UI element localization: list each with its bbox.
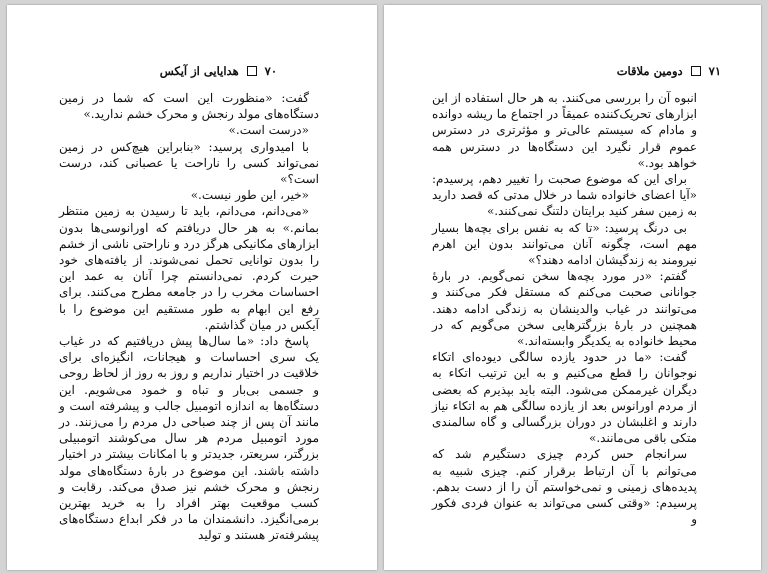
paragraph: با امیدواری پرسید: «بنابراین هیچ‌کس در زمین نمی‌تواند کسی را ناراحت یا عصبانی کند، درست است؟»	[59, 139, 319, 187]
paragraph: پاسخ داد: «ما سال‌ها پیش دریافتیم که در غیاب یک سری احساسات و هیجانات، انگیزه‌ای برای خلاقیت در اختیار نداریم و روز به روز از لحاظ روحی و جسمی بی‌بار و تباه و خمود می‌شویم. این دستگاه‌ها به اندازه اتومبیل جالب و پیشرفته است و مانند آن پس از چند صباحی دل مردم را می‌زنند. در مورد اتومبیل مردم هر سال می‌کوشند اتومبیلی بزرگتر، سریعتر، جدیدتر و با امکانات بیشتر در اختیار داشته باشند. این موضوع در بارهٔ دستگاه‌های مولد رنجش و محرک خشم نیز صدق می‌کند. رقابت و کسب موقعیت بهتر افراد را به خرید بهترین برمی‌انگیزد. دانشمندان ما در فکر ابداع دستگاه‌های پیشرفته‌تر هستند و تولید	[59, 334, 319, 543]
right-page-number: ۷۱	[708, 64, 721, 78]
square-icon	[691, 66, 701, 76]
paragraph: سرانجام حس کردم چیزی دستگیرم شد که می‌توانم با آن ارتباط برقرار کنم. چیزی شبیه به پدیده‌های زمینی و نمی‌خواستم آن را از دست بدهم. پرسیدم: «وقتی کسی می‌تواند به عنوان فردی فکور و	[432, 447, 697, 527]
paragraph: «می‌دانم، می‌دانم، باید تا رسیدن به زمین منتظر بمانم.» به هر حال دریافتم که اورانوسی‌ها بدون ابزارهای مکانیکی هرگز درد و ناراحتی ناشی از خشم را بدون توانایی تحمل نمی‌شوند. از یافته‌های خود حیرت کردم. نمی‌دانستم چرا آنان به عمد این احساسات مخرب را در جامعه مطرح می‌کنند. برای رفع این ابهام به طور مستقیم این موضوع را با آیکس در میان گذاشتم.	[59, 204, 319, 332]
left-page-body	[59, 90, 319, 544]
paragraph: بی درنگ پرسید: «تا که به نفس برای بچه‌ها بسیار مهم است، چگونه آنان می‌توانند بدون این اهرم نیرومند به زندگیشان ادامه دهند؟»	[432, 220, 697, 268]
left-page-number: ۷۰	[264, 64, 277, 78]
right-page	[384, 5, 761, 570]
right-page-header	[617, 64, 721, 78]
left-page-header	[160, 64, 277, 78]
paragraph: گفتم: «در مورد بچه‌ها سخن نمی‌گویم. در بارهٔ جوانانی صحبت می‌کنم که مستقل فکر می‌کنند و می‌توانند در غیاب والدینشان به زندگی ادامه دهند. همچنین در بارهٔ بزرگترهایی سخن می‌گویم که در محیط خانواده به یکدیگر وابسته‌اند.»	[432, 269, 697, 349]
square-icon	[247, 66, 257, 76]
paragraph: انبوه آن را بررسی می‌کنند. به هر حال استفاده از این ابزارهای تحریک‌کننده عمیقاً در اجتماع ما ریشه دوانده و مادام که سیستم عالی‌تر و مؤثرتری در دسترس عموم قرار نگیرد این دستگاه‌ها در دسترس همه خواهد بود.»	[432, 91, 697, 170]
right-page-title: دومین ملاقات	[616, 64, 683, 78]
left-page	[7, 5, 377, 570]
right-page-body	[432, 90, 697, 527]
paragraph: برای این که موضوع صحبت را تغییر دهم، پرسیدم: «آیا اعضای خانواده شما در خلال مدتی که قصد دارید به زمین سفر کنید برایتان دلتنگ نمی‌کنند.»	[432, 172, 697, 219]
paragraph: «درست است.»	[228, 123, 309, 138]
paragraph: «خیر، این طور نیست.»	[190, 188, 309, 203]
left-page-title: هدایایی از آیکس	[159, 64, 239, 78]
paragraph: گفت: «ما در حدود یازده سالگی دیوده‌ای اتکاء نوجوانان را قطع می‌کنیم و به این ترتیب اتکاء به دیگران غیرممکن می‌شود. البته باید بپذیرم که بعضی از مردم اورانوس بعد از یازده سالگی هم به اتکاء نیاز دارند و اغلبشان در دوران بزرگسالی و گاه سالمندی متکی باقی می‌مانند.»	[432, 350, 697, 446]
paragraph: گفت: «منظورت این است که شما در زمین دستگاه‌های مولد رنجش و محرک خشم ندارید.»	[59, 91, 319, 122]
